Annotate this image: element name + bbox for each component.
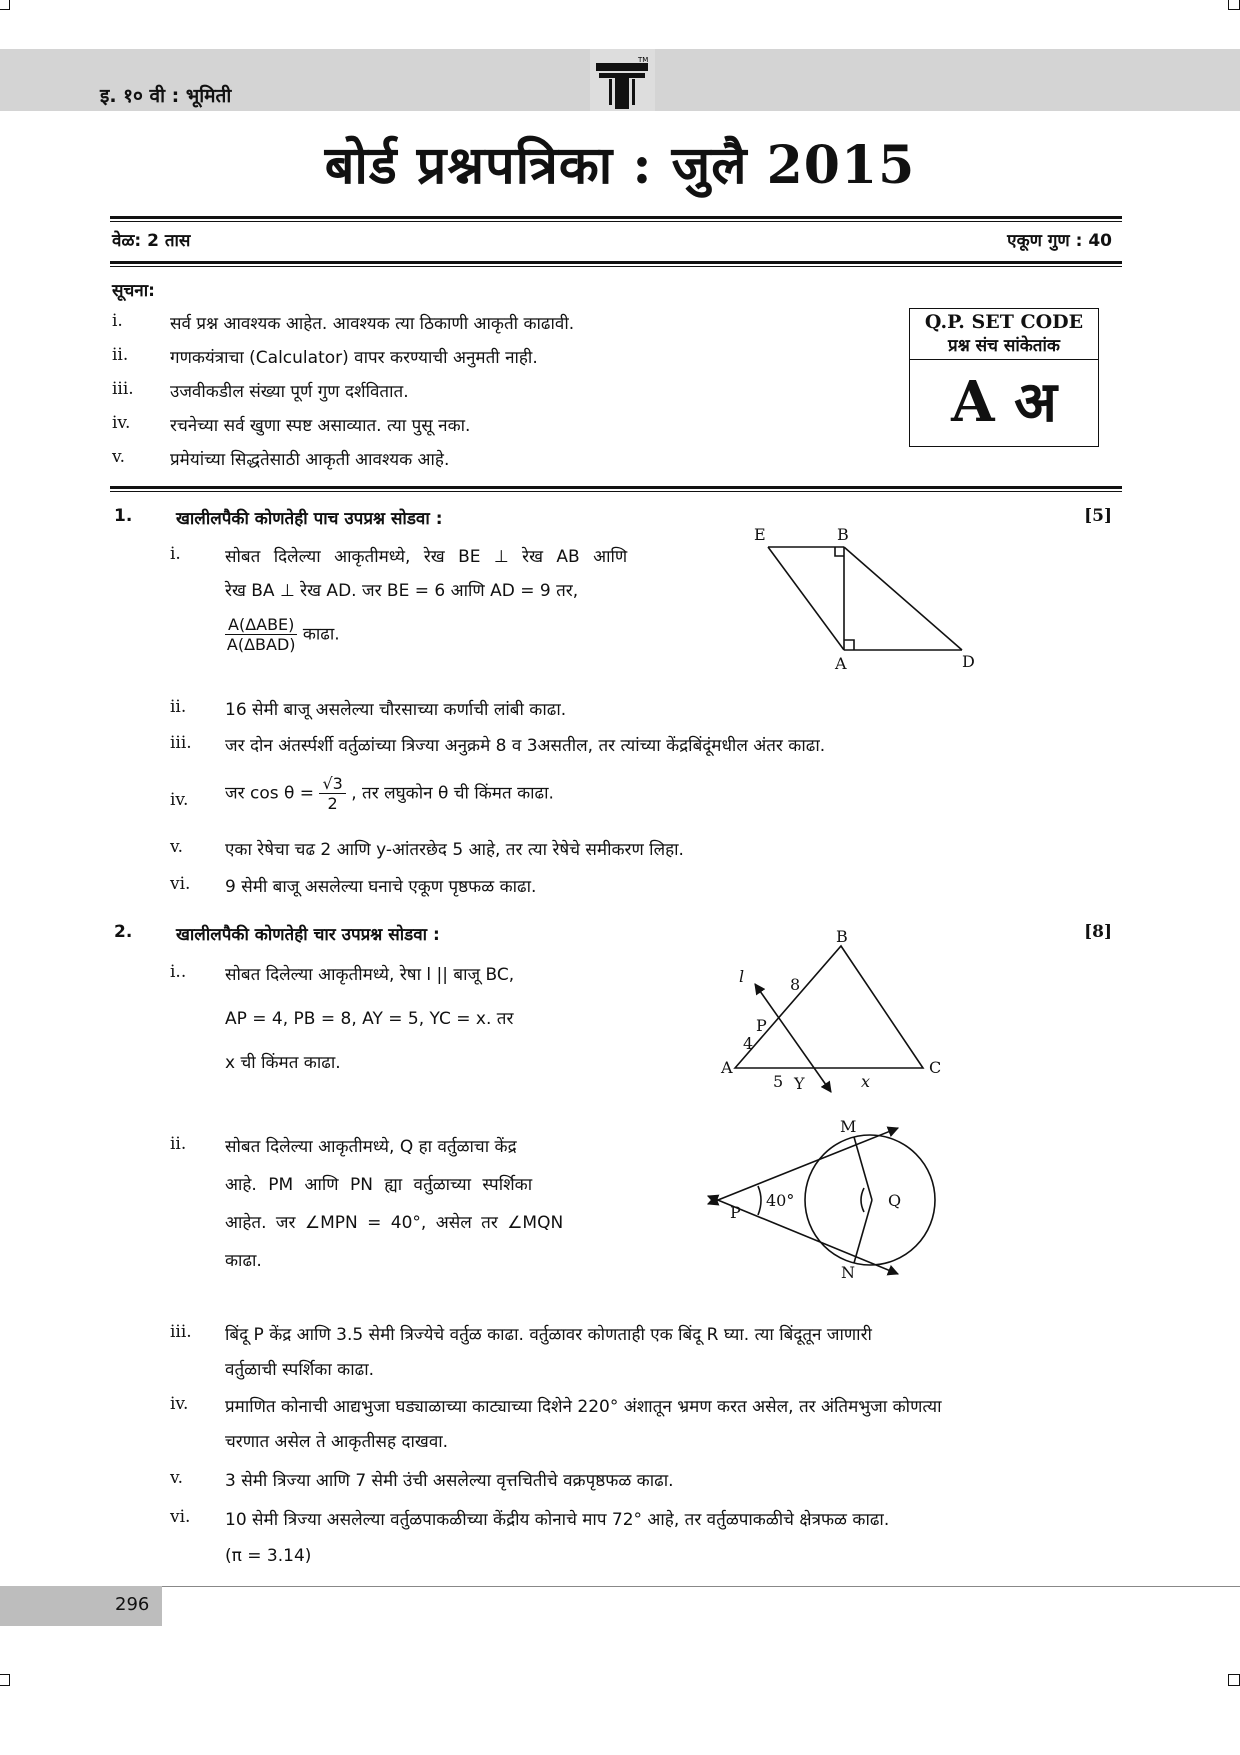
subquestion-num: iii.: [170, 1322, 192, 1342]
crop-mark: [1228, 0, 1240, 10]
crop-mark: [1228, 1674, 1240, 1686]
subquestion-num: vi.: [170, 1507, 191, 1527]
subquestion-num: i..: [170, 962, 187, 982]
subquestion-text: 10 सेमी त्रिज्या असलेल्या वर्तुळपाकळीच्या केंद्रीय कोनाचे माप 72° आहे, तर वर्तुळपाकळीचे क्षेत्रफळ काढा.: [225, 1510, 890, 1530]
subquestion-text: 16 सेमी बाजू असलेल्या चौरसाच्या कर्णाची लांबी काढा.: [225, 700, 567, 720]
instruction-num: iii.: [112, 379, 134, 399]
label-P: P: [756, 1016, 767, 1035]
subquestion-text: काढा.: [225, 1251, 262, 1271]
divider: [110, 216, 1122, 219]
label-A: A: [721, 1058, 733, 1077]
fraction-denominator: A(ΔBAD): [226, 635, 296, 654]
crop-mark: [0, 1674, 10, 1686]
trademark-label: TM: [638, 56, 649, 64]
instruction-num: i.: [112, 311, 123, 331]
question-heading: खालीलपैकी कोणतेही पाच उपप्रश्न सोडवा :: [176, 509, 443, 529]
subquestion-num: vi.: [170, 874, 191, 894]
label-E: E: [754, 525, 766, 544]
footer-rule: [162, 1586, 1240, 1587]
set-code-subtitle: प्रश्न संच सांकेतांक: [910, 333, 1098, 360]
set-code-title: Q.P. SET CODE: [924, 311, 1084, 333]
label-P: P: [730, 1203, 741, 1222]
label-B: B: [837, 525, 849, 544]
subquestion-num: iii.: [170, 733, 192, 753]
segment-BD: [844, 547, 962, 650]
label-AY-length: 5: [773, 1072, 784, 1091]
cos-prefix: जर cos θ =: [225, 783, 315, 804]
subquestion-num: v.: [170, 837, 183, 857]
instruction-num: iv.: [112, 413, 131, 433]
figure-triangle-parallel-line: [715, 930, 955, 1100]
instruction-num: ii.: [112, 345, 129, 365]
label-D: D: [962, 652, 975, 671]
subquestion-text: सोबत दिलेल्या आकृतीमध्ये, रेख BE ⊥ रेख AB आणि: [225, 547, 628, 567]
subquestion-text: 9 सेमी बाजू असलेल्या घनाचे एकूण पृष्ठफळ काढा.: [225, 877, 537, 897]
label-B: B: [836, 930, 848, 946]
fraction-denominator: 2: [327, 794, 338, 813]
cos-fraction: [319, 774, 345, 813]
label-M: M: [840, 1120, 857, 1136]
subquestion-text: [225, 774, 554, 813]
set-code-box: [909, 308, 1099, 447]
instruction-item: प्रमेयांच्या सिद्धतेसाठी आकृती आवश्यक आहे.: [170, 450, 450, 470]
instruction-item: सर्व प्रश्न आवश्यक आहेत. आवश्यक त्या ठिकाणी आकृती काढावी.: [170, 314, 575, 334]
subquestion-text: AP = 4, PB = 8, AY = 5, YC = x. तर: [225, 1009, 514, 1029]
divider: [110, 491, 1122, 492]
fraction-numerator: √3: [319, 774, 345, 794]
header-subject: इ. १० वी : भूमिती: [100, 85, 232, 107]
label-Q: Q: [888, 1191, 902, 1210]
label-N: N: [841, 1263, 855, 1280]
subquestion-text: एका रेषेचा चढ 2 आणि y-आंतरछेद 5 आहे, तर त्या रेषेचे समीकरण लिहा.: [225, 840, 684, 860]
subquestion-num: ii.: [170, 697, 187, 717]
subquestion-text: (π = 3.14): [225, 1546, 312, 1566]
subquestion-text: जर दोन अंतर्स्पर्शी वर्तुळांच्या त्रिज्या अनुक्रमे 8 व 3असतील, तर त्यांच्या केंद्रबिंदूंमधील अंतर काढा.: [225, 736, 826, 756]
label-YC-length: x: [861, 1072, 871, 1091]
divider: [110, 221, 1122, 222]
divider: [110, 486, 1122, 489]
subquestion-text: सोबत दिलेल्या आकृतीमध्ये, रेषा l || बाजू BC,: [225, 965, 515, 985]
subquestion-text: आहे. PM आणि PN ह्या वर्तुळाच्या स्पर्शिका: [225, 1175, 533, 1195]
set-code-value: A अ: [951, 369, 1057, 435]
right-angle-mark: [835, 547, 844, 556]
question-number: 2.: [114, 922, 133, 942]
angle-arc-Q: [861, 1188, 864, 1212]
divider: [110, 266, 1122, 267]
subquestion-text: रेख BA ⊥ रेख AD. जर BE = 6 आणि AD = 9 तर,: [225, 581, 579, 601]
label-AP-length: 4: [743, 1034, 754, 1053]
total-marks: एकूण गुण : 40: [1007, 231, 1112, 251]
circle-Q: [805, 1135, 935, 1265]
subquestion-text: काढा.: [302, 624, 340, 645]
label-l: l: [739, 967, 745, 986]
publisher-logo-icon: [596, 55, 652, 111]
instructions-heading: सूचना:: [112, 281, 155, 301]
subquestion-num: i.: [170, 544, 181, 564]
ratio-fraction: [225, 615, 297, 654]
subquestion-num: v.: [170, 1468, 183, 1488]
page-title: बोर्ड प्रश्नपत्रिका : जुलै 2015: [324, 135, 916, 196]
triangle-ABC: [735, 946, 923, 1068]
divider: [110, 261, 1122, 264]
question-number: 1.: [114, 506, 133, 526]
header-band-left: [0, 49, 590, 111]
subquestion-num: ii.: [170, 1134, 187, 1154]
page-number: 296: [115, 1594, 150, 1615]
instruction-item: रचनेच्या सर्व खुणा स्पष्ट असाव्यात. त्या पुसू नका.: [170, 416, 471, 436]
subquestion-text: वर्तुळाची स्पर्शिका काढा.: [225, 1360, 374, 1380]
label-PB-length: 8: [790, 975, 801, 994]
subquestion-num: iv.: [170, 790, 189, 810]
subquestion-text: x ची किंमत काढा.: [225, 1053, 341, 1073]
angle-arc-P: [758, 1186, 761, 1215]
instruction-item: गणकयंत्राचा (Calculator) वापर करण्याची अनुमती नाही.: [170, 348, 538, 368]
cos-suffix: , तर लघुकोन θ ची किंमत काढा.: [351, 783, 554, 804]
subquestion-text: चरणात असेल ते आकृतीसह दाखवा.: [225, 1432, 449, 1452]
label-C: C: [929, 1058, 942, 1077]
subquestion-text: सोबत दिलेल्या आकृतीमध्ये, Q हा वर्तुळाचा केंद्र: [225, 1137, 517, 1157]
label-angle-40: 40°: [766, 1191, 795, 1210]
subquestion-text: प्रमाणित कोनाची आद्यभुजा घड्याळाच्या काट्याच्या दिशेने 220° अंशातून भ्रमण करत असेल, तर अंतिमभुजा कोणत्या: [225, 1397, 942, 1417]
header-band-right: [655, 49, 1240, 111]
ratio-expression: [225, 615, 340, 654]
exam-duration: वेळ: 2 तास: [112, 231, 191, 251]
subquestion-text: बिंदू P केंद्र आणि 3.5 सेमी त्रिज्येचे वर्तुळ काढा. वर्तुळावर कोणताही एक बिंदू R घ्या. त्या बिंदूतून जाणारी: [225, 1325, 872, 1345]
segment-EA: [768, 547, 844, 650]
subquestion-num: iv.: [170, 1394, 189, 1414]
right-angle-mark: [844, 640, 854, 650]
question-marks: [8]: [1084, 922, 1112, 942]
subquestion-text: आहेत. जर ∠MPN = 40°, असेल तर ∠MQN: [225, 1213, 564, 1233]
label-Y: Y: [794, 1074, 805, 1093]
fraction-numerator: A(ΔABE): [225, 615, 297, 635]
question-marks: [5]: [1084, 506, 1112, 526]
instruction-item: उजवीकडील संख्या पूर्ण गुण दर्शवितात.: [170, 382, 409, 402]
crop-mark: [0, 0, 10, 10]
figure-right-angle-trapezium: [740, 520, 980, 680]
label-A: A: [835, 654, 847, 673]
subquestion-text: 3 सेमी त्रिज्या आणि 7 सेमी उंची असलेल्या वृत्तचितीचे वक्रपृष्ठफळ काढा.: [225, 1471, 674, 1491]
question-heading: खालीलपैकी कोणतेही चार उपप्रश्न सोडवा :: [176, 925, 440, 945]
instruction-num: v.: [112, 447, 125, 467]
figure-circle-tangents: [700, 1120, 960, 1280]
